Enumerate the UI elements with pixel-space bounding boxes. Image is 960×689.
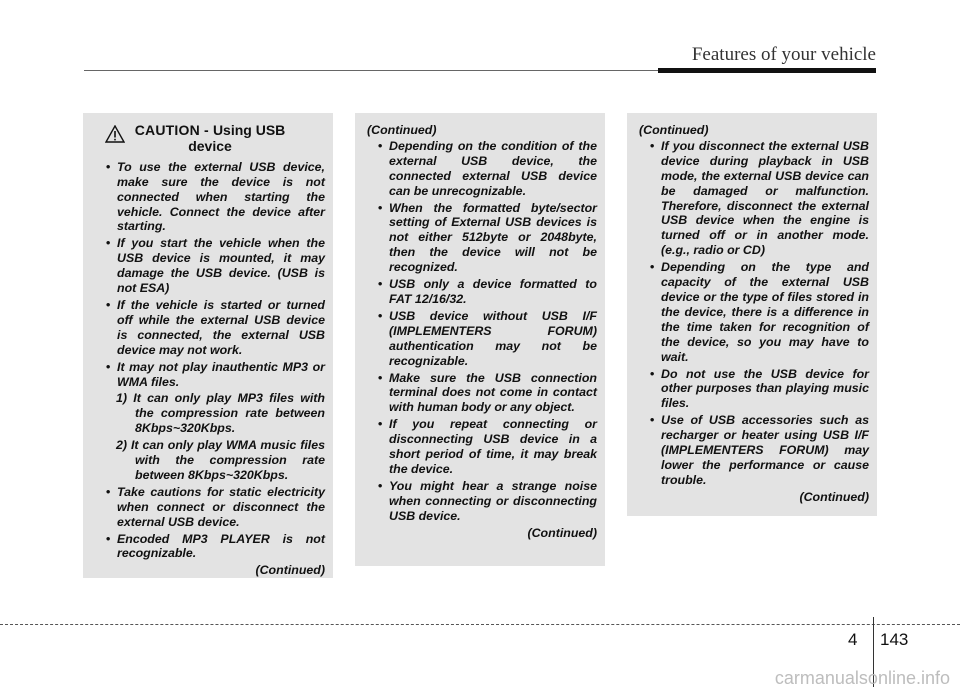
caution-label: CAUTION - bbox=[134, 122, 213, 138]
list-item: • Do not use the USB device for other purposes than playing music files. bbox=[639, 367, 869, 412]
list-item: • Make sure the USB connection terminal does not come in contact with human body or any object. bbox=[367, 371, 597, 416]
list-item: • To use the external USB device, make sure the device is not connected when starting the vehicle. Connect the device after starting. bbox=[95, 160, 325, 235]
caution-list bbox=[639, 139, 869, 488]
caution-subject: Using USB bbox=[212, 122, 286, 138]
caution-panel-2 bbox=[355, 113, 605, 566]
list-item: • It may not play inauthentic MP3 or WMA files. bbox=[95, 360, 325, 390]
chapter-number: 4 bbox=[848, 630, 858, 649]
sub-list-item: 2) It can only play WMA music files with the compression rate between 8Kbps~320Kbps. bbox=[116, 438, 325, 482]
caution-subject-line2: device bbox=[188, 137, 232, 154]
caution-list-continued bbox=[95, 485, 325, 562]
continued-label: (Continued) bbox=[799, 489, 869, 504]
caution-panel-3 bbox=[627, 113, 877, 516]
caution-heading bbox=[95, 123, 325, 154]
list-item: • If you repeat connecting or disconnecting USB device in a short period of time, it may break the device. bbox=[367, 417, 597, 477]
list-item: • When the formatted byte/sector setting of External USB devices is not either 512byte or 2048byte, then the device will not be recognized. bbox=[367, 201, 597, 276]
warning-triangle-icon bbox=[105, 125, 125, 143]
continued-label-top: (Continued) bbox=[639, 123, 709, 137]
list-item: • If you disconnect the external USB device during playback in USB mode, the external USB device can be damaged or malfunction. Therefore, disconnect the external USB device when the engine is turned off or in another mode. (e.g., radio or CD) bbox=[639, 139, 869, 258]
list-item: • You might hear a strange noise when connecting or disconnecting USB device. bbox=[367, 479, 597, 524]
continued-label-top: (Continued) bbox=[367, 123, 437, 137]
sub-list-item: 1) It can only play MP3 files with the compression rate between 8Kbps~320Kbps. bbox=[116, 391, 325, 436]
list-item: • USB device without USB I/F (IMPLEMENTERS FORUM) authentication may not be recognizable. bbox=[367, 309, 597, 369]
list-item: • If you start the vehicle when the USB device is mounted, it may damage the USB device. (USB is not ESA) bbox=[95, 236, 325, 296]
sub-list bbox=[95, 391, 325, 482]
header-rule-accent bbox=[658, 68, 876, 73]
list-item: • If the vehicle is started or turned off while the external USB device is connected, the external USB device may not work. bbox=[95, 298, 325, 358]
footer-rule bbox=[0, 624, 960, 625]
list-item: • Use of USB accessories such as recharger or heater using USB I/F (IMPLEMENTERS FORUM) may lower the performance or cause trouble. bbox=[639, 413, 869, 488]
page-header-title: Features of your vehicle bbox=[691, 44, 876, 65]
list-item: • Depending on the type and capacity of the external USB device or the type of files stored in the device, there is a difference in the time taken for recognition of the device, so you may have to wait. bbox=[639, 260, 869, 364]
list-item: • Depending on the condition of the external USB device, the connected external USB device can be unrecognizable. bbox=[367, 139, 597, 199]
watermark: carmanualsonline.info bbox=[774, 668, 950, 688]
list-item: • USB only a device formatted to FAT 12/16/32. bbox=[367, 277, 597, 307]
caution-list bbox=[95, 160, 325, 390]
continued-label: (Continued) bbox=[255, 563, 325, 578]
continued-label: (Continued) bbox=[527, 525, 597, 540]
list-item: • Encoded MP3 PLAYER is not recognizable. bbox=[95, 532, 325, 562]
page-number: 143 bbox=[880, 630, 909, 649]
caution-list bbox=[367, 139, 597, 524]
list-item: • Take cautions for static electricity when connect or disconnect the external USB device. bbox=[95, 485, 325, 530]
caution-panel-1 bbox=[83, 113, 333, 578]
